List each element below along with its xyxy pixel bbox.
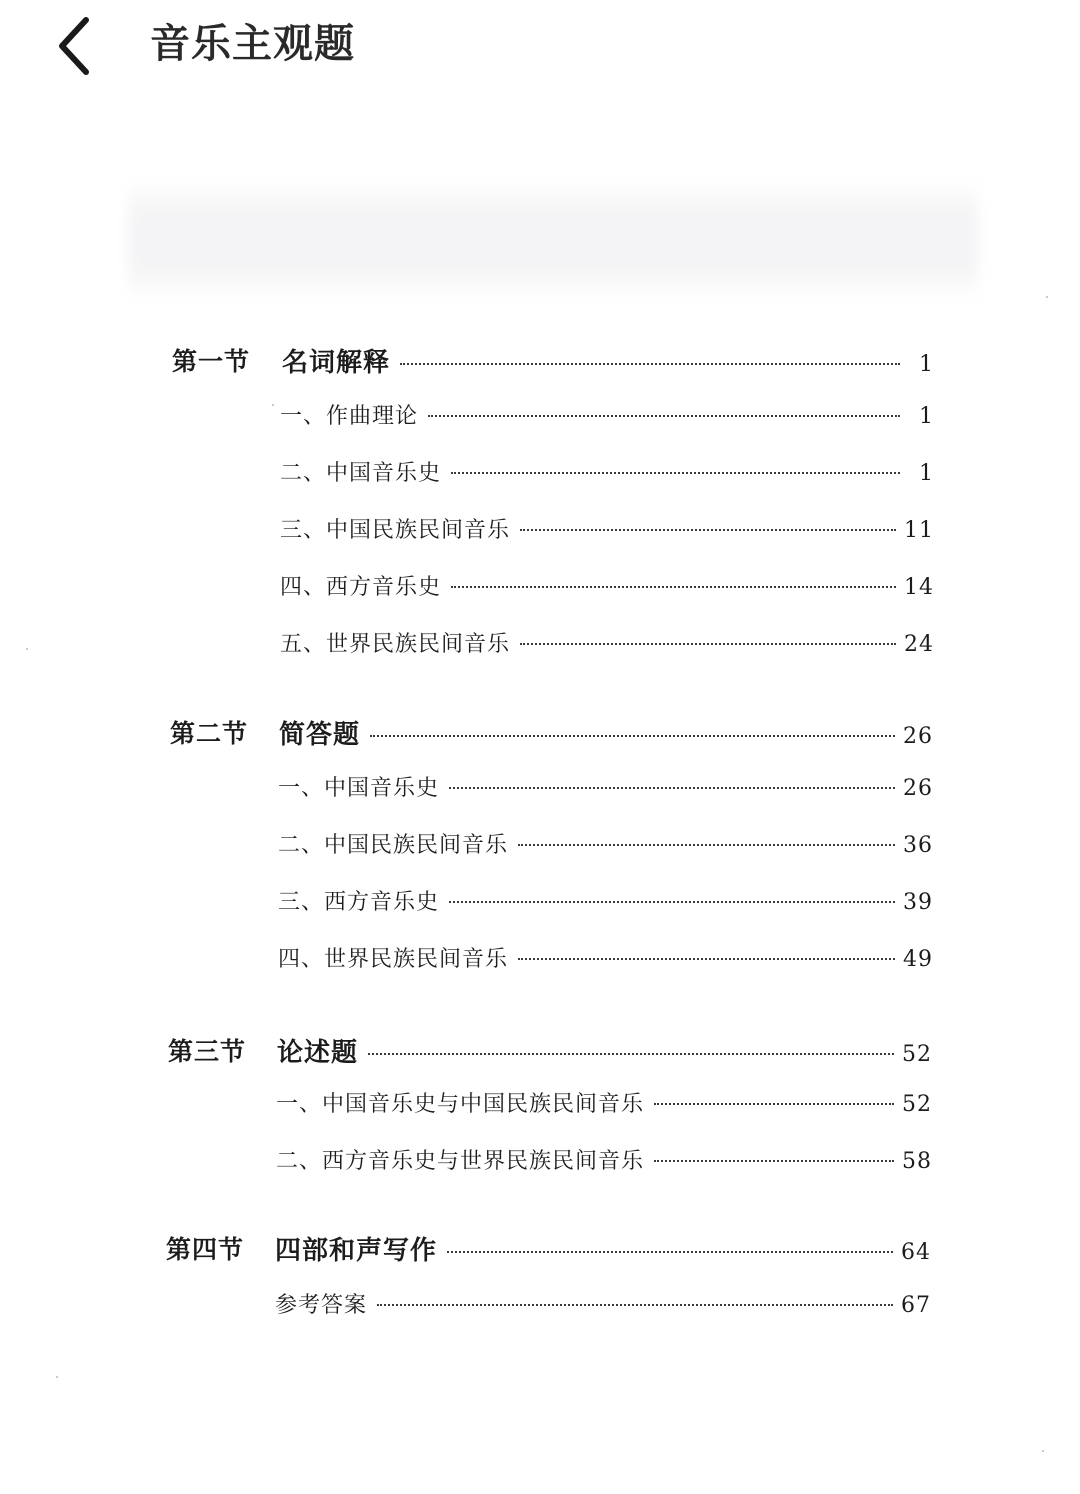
dot-leader: [428, 415, 900, 417]
page-number: 36: [903, 833, 933, 858]
scan-speck: [56, 1376, 58, 1378]
dot-leader: [654, 1103, 894, 1105]
item-title: 三、中国民族民间音乐: [280, 518, 511, 543]
page-number: 52: [902, 1092, 932, 1117]
page-number: 14: [904, 575, 934, 600]
toc-section-row[interactable]: [275, 1230, 931, 1270]
dot-leader: [451, 586, 896, 588]
page-number: 26: [903, 724, 933, 749]
dot-leader: [520, 529, 896, 531]
dot-leader: [449, 901, 895, 903]
dot-leader: [370, 735, 895, 737]
page-title: 音乐主观题: [150, 21, 355, 67]
toc-section-row[interactable]: [279, 714, 933, 754]
dot-leader: [518, 844, 895, 846]
toc-item-row[interactable]: [280, 456, 934, 496]
page-number: 24: [904, 632, 934, 657]
toc-section-row[interactable]: [277, 1032, 932, 1072]
page-number: 64: [901, 1240, 931, 1265]
item-title: 二、中国民族民间音乐: [278, 833, 509, 858]
page-number: 67: [901, 1293, 931, 1318]
toc-item-row[interactable]: [278, 828, 933, 868]
item-title: 四、西方音乐史: [280, 575, 442, 600]
dot-leader: [451, 472, 900, 474]
item-title: 四、世界民族民间音乐: [278, 947, 509, 972]
dot-leader: [377, 1304, 893, 1306]
toc-item-row[interactable]: [278, 771, 933, 811]
toc-section-row[interactable]: [282, 342, 934, 382]
dot-leader: [368, 1053, 894, 1055]
scan-speck: [1046, 296, 1048, 298]
page-number: 1: [919, 461, 934, 486]
item-title: 五、世界民族民间音乐: [280, 632, 511, 657]
scan-speck: [272, 404, 274, 406]
page-number: 1: [919, 352, 934, 377]
dot-leader: [520, 643, 896, 645]
toc-item-row[interactable]: [275, 1288, 931, 1328]
scan-speck: [26, 648, 28, 650]
dot-leader: [449, 787, 895, 789]
page-number: 39: [903, 890, 933, 915]
section-title: 简答题: [279, 720, 361, 750]
page-number: 52: [902, 1042, 932, 1067]
toc-item-row[interactable]: [278, 885, 933, 925]
page-number: 1: [919, 404, 934, 429]
section-label: 第二节: [170, 719, 249, 748]
item-title: 一、中国音乐史与中国民族民间音乐: [276, 1092, 645, 1117]
page-number: 58: [902, 1149, 932, 1174]
item-title: 参考答案: [275, 1293, 368, 1318]
item-title: 二、西方音乐史与世界民族民间音乐: [276, 1149, 645, 1174]
section-title: 论述题: [277, 1038, 359, 1068]
item-title: 一、作曲理论: [280, 404, 419, 429]
toc-item-row[interactable]: [276, 1144, 932, 1184]
dot-leader: [654, 1160, 894, 1162]
section-label: 第四节: [166, 1235, 245, 1264]
item-title: 三、西方音乐史: [278, 890, 440, 915]
page-number: 26: [903, 776, 933, 801]
item-title: 一、中国音乐史: [278, 776, 440, 801]
section-label: 第一节: [172, 347, 251, 376]
toc-item-row[interactable]: [280, 513, 934, 553]
toc-item-row[interactable]: [280, 570, 934, 610]
toc-item-row[interactable]: [276, 1087, 932, 1127]
toc-item-row[interactable]: [278, 942, 933, 982]
dot-leader: [400, 363, 900, 365]
page-number: 11: [904, 518, 934, 543]
dot-leader: [447, 1251, 893, 1253]
scan-speck: [1042, 1450, 1044, 1452]
section-title: 四部和声写作: [275, 1236, 438, 1266]
toc-item-row[interactable]: [280, 627, 934, 667]
section-label: 第三节: [168, 1037, 247, 1066]
toc-item-row[interactable]: [280, 399, 934, 439]
dot-leader: [518, 958, 895, 960]
page-number: 49: [903, 947, 933, 972]
section-title: 名词解释: [282, 348, 391, 378]
item-title: 二、中国音乐史: [280, 461, 442, 486]
